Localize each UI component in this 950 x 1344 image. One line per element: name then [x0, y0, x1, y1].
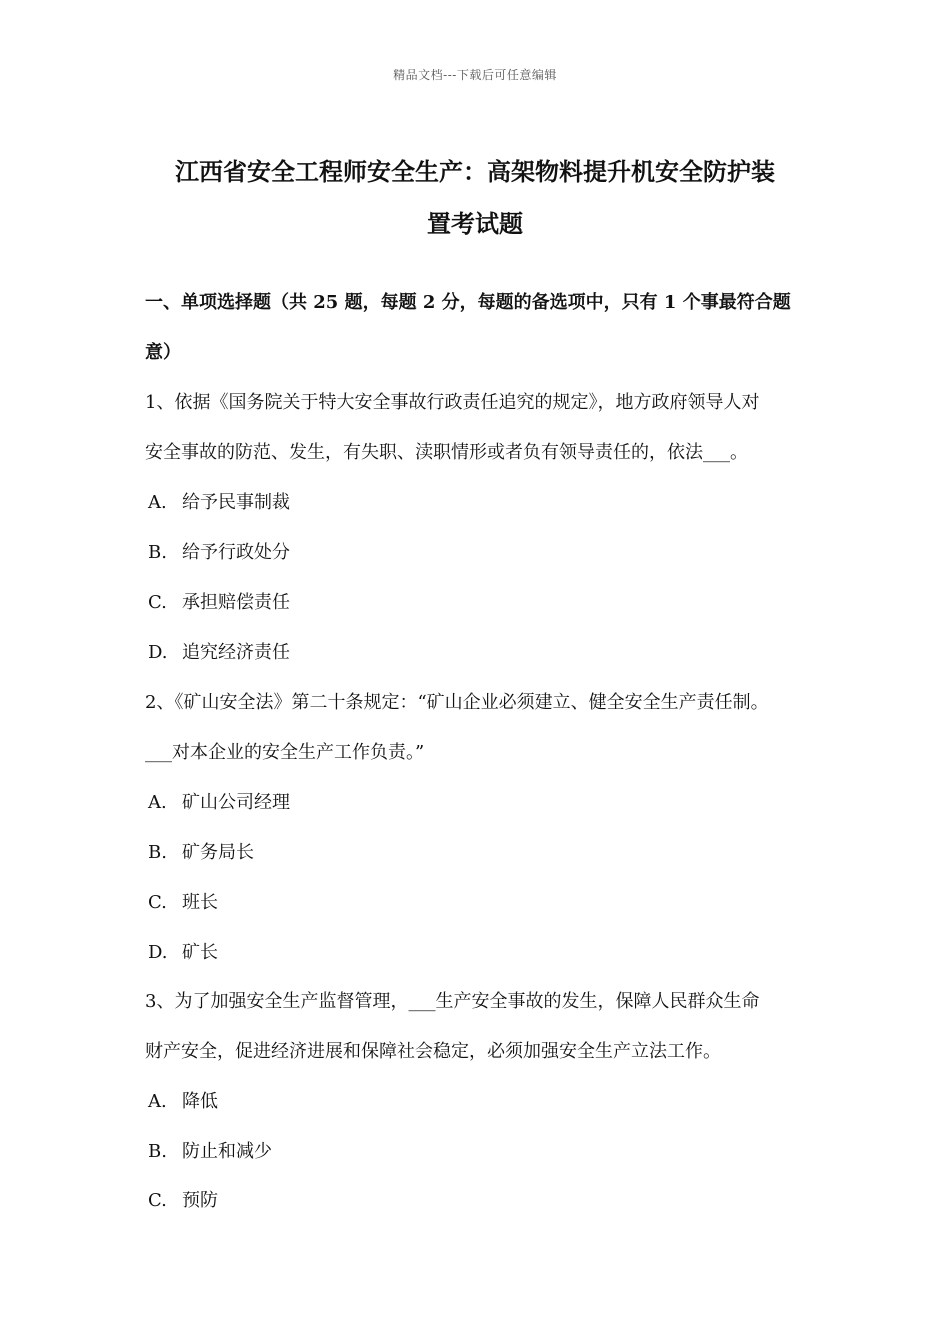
question-3-option-b	[148, 1137, 272, 1163]
option-letter: A.	[148, 792, 167, 813]
question-3-option-c	[148, 1186, 218, 1212]
option-letter: C.	[148, 892, 167, 913]
option-text: 矿山公司经理	[182, 792, 290, 813]
option-letter: B.	[148, 842, 167, 863]
option-text: 矿长	[182, 942, 218, 963]
option-text: 给予民事制裁	[182, 492, 290, 513]
question-2-stem-line-2: ___对本企业的安全生产工作负责。”	[145, 742, 425, 763]
option-letter: A.	[148, 492, 167, 513]
question-2-option-c	[148, 888, 218, 914]
option-letter: B.	[148, 542, 167, 563]
option-text: 预防	[182, 1190, 218, 1211]
option-letter: C.	[148, 1190, 167, 1211]
option-text: 承担赔偿责任	[182, 592, 290, 613]
question-2-stem-line-1: 2、《矿山安全法》第二十条规定：“矿山企业必须建立、健全安全生产责任制。	[145, 692, 769, 713]
question-1-option-a	[148, 488, 290, 514]
question-2-option-d	[148, 938, 218, 964]
option-letter: D.	[148, 642, 168, 663]
option-text: 给予行政处分	[182, 542, 290, 563]
section-heading-line-2: 意）	[145, 342, 181, 363]
question-3-stem-line-1: 3、为了加强安全生产监督管理，___生产安全事故的发生，保障人民群众生命	[145, 991, 760, 1012]
question-1-stem-line-1: 1、依据《国务院关于特大安全事故行政责任追究的规定》，地方政府领导人对	[145, 392, 760, 413]
option-text: 追究经济责任	[182, 642, 290, 663]
question-3-option-a	[148, 1087, 218, 1113]
question-3-stem-line-2: 财产安全，促进经济进展和保障社会稳定，必须加强安全生产立法工作。	[145, 1041, 721, 1062]
header-note: 精品文档---下载后可任意编辑	[393, 68, 557, 82]
option-text: 降低	[182, 1091, 218, 1112]
option-text: 矿务局长	[182, 842, 254, 863]
option-text: 防止和减少	[182, 1141, 272, 1162]
question-1-option-d	[148, 638, 290, 664]
question-1-option-c	[148, 588, 290, 614]
document-title-line-2: 置考试题	[427, 209, 523, 238]
option-letter: C.	[148, 592, 167, 613]
question-2-option-b	[148, 838, 254, 864]
section-heading-line-1: 一、单项选择题（共 25 题，每题 2 分，每题的备选项中，只有 1 个事最符合题	[145, 292, 791, 313]
option-letter: B.	[148, 1141, 167, 1162]
question-2-option-a	[148, 788, 290, 814]
question-1-stem-line-2: 安全事故的防范、发生，有失职、渎职情形或者负有领导责任的，依法___。	[145, 442, 748, 463]
document-title-line-1: 江西省安全工程师安全生产：高架物料提升机安全防护装	[175, 157, 775, 186]
option-text: 班长	[182, 892, 218, 913]
question-1-option-b	[148, 538, 290, 564]
option-letter: A.	[148, 1091, 167, 1112]
option-letter: D.	[148, 942, 168, 963]
